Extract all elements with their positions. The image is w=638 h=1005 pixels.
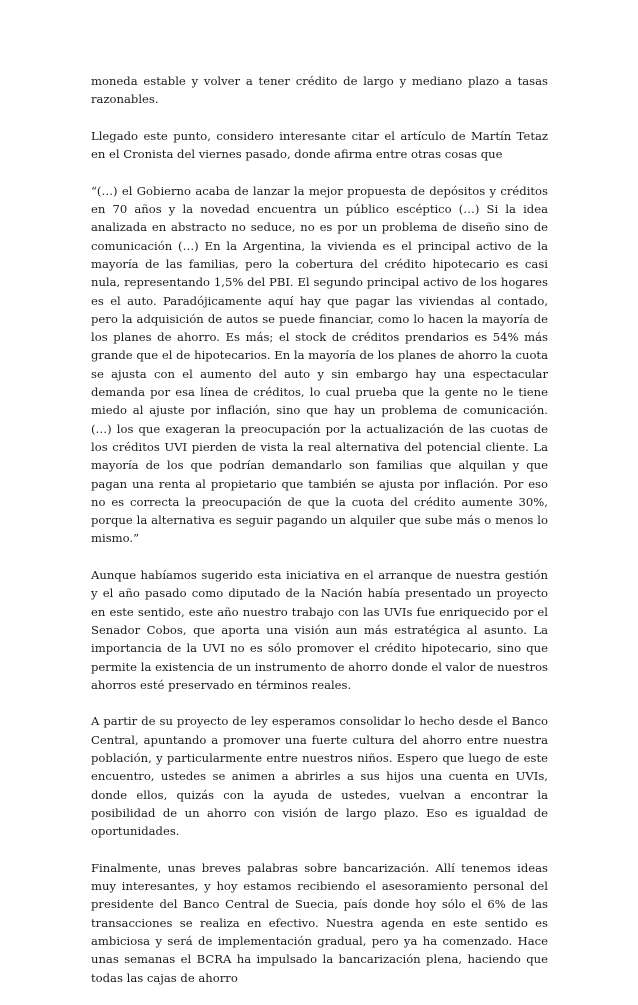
paragraph-uvi-initiative: Aunque habíamos sugerido esta iniciativa en el arranque de nuestra gestión y el año pasado como diputado de la Nación había presentado un proyecto en este sentido, este año nuestro trabajo con las UVIs fue enriquecido por el Senador Cobos, que aporta una visión aun más estratégica al asunto. La importancia de la UVI no es sólo promover el crédito hipotecario, sino que permite la existencia de un instrumento de ahorro donde el valor de nuestros ahorros esté preservado en términos reales. [91, 568, 548, 692]
paragraph-savings-culture: A partir de su proyecto de ley esperamos consolidar lo hecho desde el Banco Central, apuntando a promover una fuerte cultura del ahorro entre nuestra población, y particularmente entre nuestros niños. Espero que luego de este encuentro, ustedes se animen a abrirles a sus hijos una cuenta en UVIs, donde ellos, quizás con la ayuda de ustedes, vuelvan a encontrar la posibilidad de un ahorro con visión de largo plazo. Eso es igualdad de oportunidades. [91, 714, 548, 839]
paragraph-quote: “(…) el Gobierno acaba de lanzar la mejor propuesta de depósitos y créditos en 70 años y la novedad encuentra un público escéptico (…) Si la idea analizada en abstracto no seduce, no es por un problema de diseño sino de comunicación (…) En la Argentina, la vivienda es el principal activo de la mayoría de las familias, pero la cobertura del crédito hipotecario es casi nula, representando 1,5% del PBI. El segundo principal activo de los hogares es el auto. Paradójicamente aquí hay que pagar las viviendas al contado, pero la adquisición de autos se puede financiar, como lo hacen la mayoría de los planes de ahorro. Es más; el stock de créditos prendarios es 54% más grande que el de hipotecarios. En la mayoría de los planes de ahorro la cuota se ajusta con el aumento del auto y sin embargo hay una espectacular demanda por esa línea de créditos, lo cual prueba que la gente no le tiene miedo al ajuste por inflación, sino que hay un problema de comunicación. (…) los que exageran la preocupación por la actualización de las cuotas de los créditos UVI pierden de vista la real alternativa del potencial cliente. La mayoría de los que podrían demandarlo son familias que alquilan y que pagan una renta al propietario que también se ajusta por inflación. Por eso no es correcta la preocupación de que la cuota del crédito aumente 30%, porque la alternativa es seguir pagando un alquiler que sube más o menos lo mismo.” [91, 183, 548, 546]
paragraph-continuation: moneda estable y volver a tener crédito de largo y mediano plazo a tasas razonables. [91, 74, 548, 107]
document-page [91, 72, 548, 1005]
paragraph-tetaz-intro: Llegado este punto, considero interesante citar el artículo de Martín Tetaz en el Cronista del viernes pasado, donde afirma entre otras cosas que [91, 128, 548, 162]
paragraph-bancarizacion: Finalmente, unas breves palabras sobre bancarización. Allí tenemos ideas muy interesantes, y hoy estamos recibiendo el asesoramiento personal del presidente del Banco Central de Suecia, país donde hoy sólo el 6% de las transacciones se realiza en efectivo. Nuestra agenda en este sentido es ambiciosa y será de implementación gradual, pero ya ha comenzado. Hace unas semanas el BCRA ha impulsado la bancarización plena, haciendo que todas las cajas de ahorro [91, 860, 548, 985]
